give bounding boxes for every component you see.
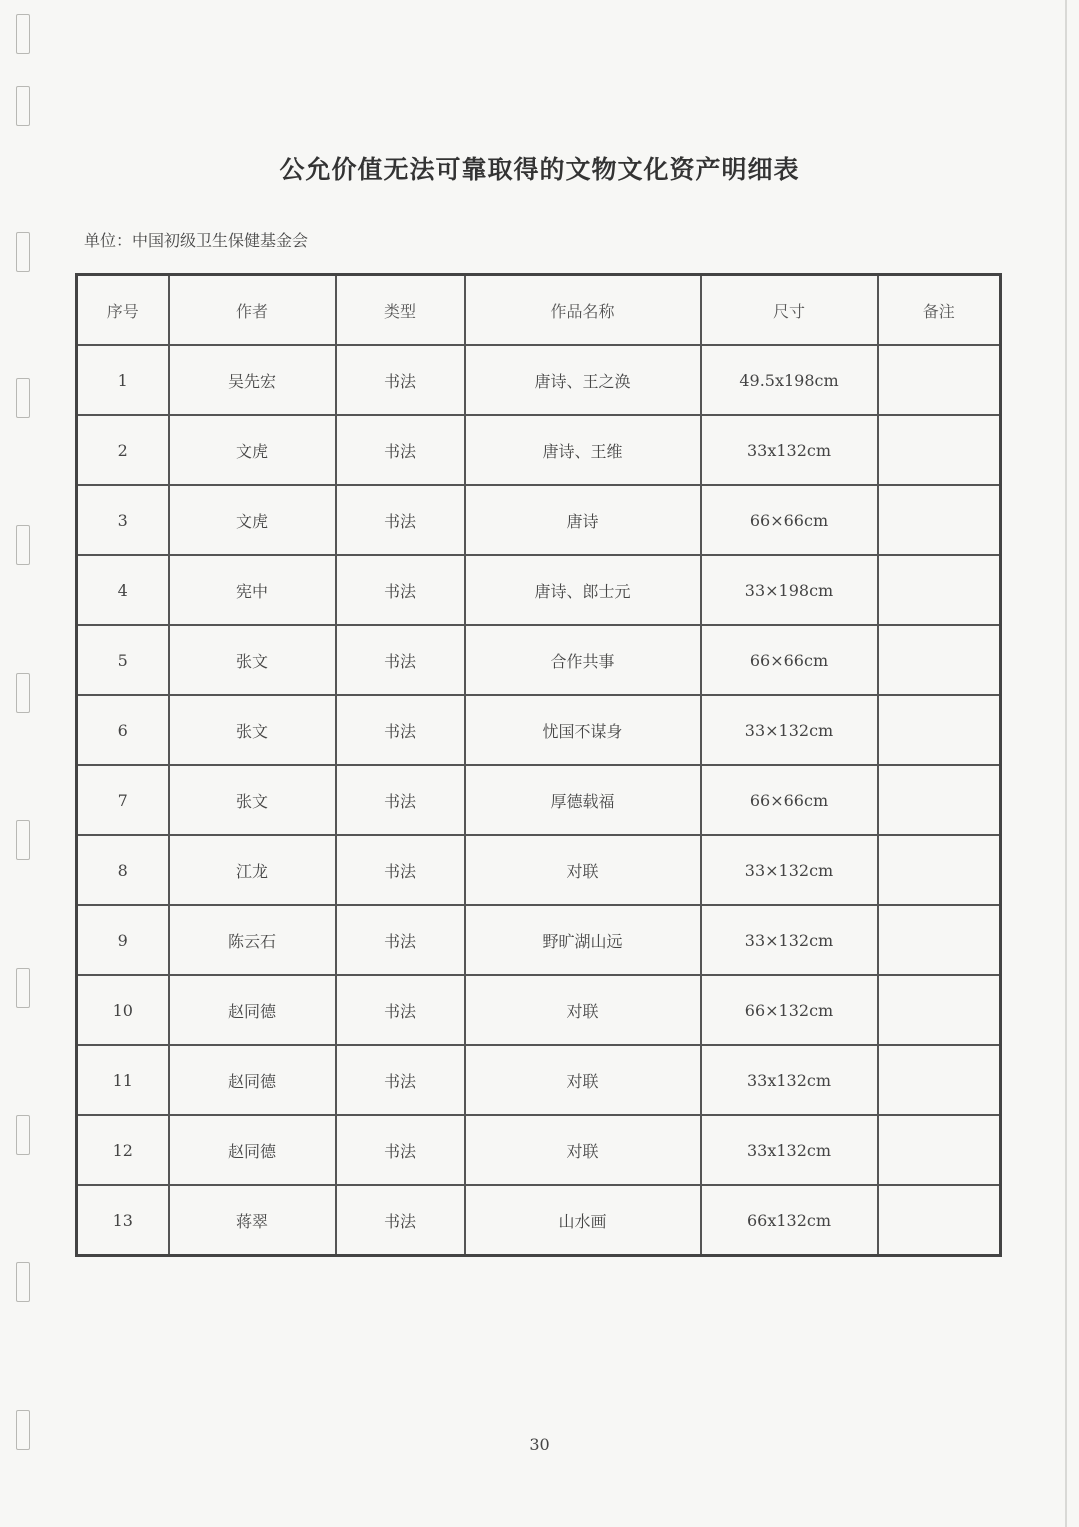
table-row <box>77 975 1001 1045</box>
punch-hole <box>16 378 30 418</box>
table-row <box>77 695 1001 765</box>
cell-note <box>878 345 1001 415</box>
unit-label: 单位：中国初级卫生保健基金会 <box>84 231 309 250</box>
cell-type: 书法 <box>336 1115 465 1185</box>
cell-work: 厚德载福 <box>465 765 701 835</box>
cell-size: 33x132cm <box>701 1045 878 1115</box>
cell-no: 3 <box>77 485 169 555</box>
punch-hole <box>16 525 30 565</box>
cell-size: 66×132cm <box>701 975 878 1045</box>
punch-hole <box>16 968 30 1008</box>
cell-size: 66×66cm <box>701 485 878 555</box>
cell-note <box>878 415 1001 485</box>
cell-author: 张文 <box>169 765 336 835</box>
cell-note <box>878 485 1001 555</box>
cell-no: 9 <box>77 905 169 975</box>
cell-type: 书法 <box>336 485 465 555</box>
cell-no: 2 <box>77 415 169 485</box>
cell-note <box>878 975 1001 1045</box>
cell-author: 蒋翠 <box>169 1185 336 1256</box>
cell-work: 唐诗、郎士元 <box>465 555 701 625</box>
cell-work: 忧国不谋身 <box>465 695 701 765</box>
cell-type: 书法 <box>336 835 465 905</box>
cell-note <box>878 835 1001 905</box>
cell-type: 书法 <box>336 765 465 835</box>
cell-type: 书法 <box>336 345 465 415</box>
cell-no: 6 <box>77 695 169 765</box>
cell-note <box>878 1045 1001 1115</box>
cell-work: 合作共事 <box>465 625 701 695</box>
cell-work: 唐诗、王维 <box>465 415 701 485</box>
cell-work: 对联 <box>465 975 701 1045</box>
cell-type: 书法 <box>336 1045 465 1115</box>
table-row <box>77 1185 1001 1256</box>
cell-note <box>878 695 1001 765</box>
punch-hole <box>16 86 30 126</box>
cell-no: 5 <box>77 625 169 695</box>
table-row <box>77 905 1001 975</box>
page-edge <box>1065 0 1067 1527</box>
punch-hole <box>16 673 30 713</box>
cell-note <box>878 625 1001 695</box>
cell-size: 33×132cm <box>701 695 878 765</box>
cell-author: 陈云石 <box>169 905 336 975</box>
cell-work: 唐诗 <box>465 485 701 555</box>
cell-work: 野旷湖山远 <box>465 905 701 975</box>
punch-hole <box>16 1262 30 1302</box>
cell-type: 书法 <box>336 975 465 1045</box>
cell-size: 33x132cm <box>701 1115 878 1185</box>
table-row <box>77 625 1001 695</box>
cell-author: 江龙 <box>169 835 336 905</box>
cell-type: 书法 <box>336 625 465 695</box>
cell-no: 4 <box>77 555 169 625</box>
cell-type: 书法 <box>336 415 465 485</box>
page-title: 公允价值无法可靠取得的文物文化资产明细表 <box>279 155 800 184</box>
cell-work: 对联 <box>465 1045 701 1115</box>
cell-no: 11 <box>77 1045 169 1115</box>
cell-no: 8 <box>77 835 169 905</box>
cell-size: 66×66cm <box>701 765 878 835</box>
column-header: 序号 <box>77 275 169 346</box>
cell-no: 1 <box>77 345 169 415</box>
cell-author: 赵同德 <box>169 1045 336 1115</box>
cell-author: 文虎 <box>169 485 336 555</box>
cell-note <box>878 555 1001 625</box>
cell-size: 33×132cm <box>701 835 878 905</box>
cell-author: 宪中 <box>169 555 336 625</box>
cell-size: 66×66cm <box>701 625 878 695</box>
column-header: 备注 <box>878 275 1001 346</box>
cell-work: 唐诗、王之涣 <box>465 345 701 415</box>
table-row <box>77 1045 1001 1115</box>
cell-work: 山水画 <box>465 1185 701 1256</box>
cell-no: 12 <box>77 1115 169 1185</box>
table-row <box>77 345 1001 415</box>
punch-hole <box>16 14 30 54</box>
cell-no: 7 <box>77 765 169 835</box>
table-row <box>77 1115 1001 1185</box>
column-header: 作者 <box>169 275 336 346</box>
punch-hole <box>16 1115 30 1155</box>
table-header-row <box>77 275 1001 346</box>
asset-table <box>75 273 1002 1257</box>
cell-work: 对联 <box>465 835 701 905</box>
cell-author: 张文 <box>169 695 336 765</box>
table-row <box>77 835 1001 905</box>
page-number: 30 <box>529 1435 550 1454</box>
cell-type: 书法 <box>336 695 465 765</box>
cell-note <box>878 1185 1001 1256</box>
column-header: 作品名称 <box>465 275 701 346</box>
column-header: 类型 <box>336 275 465 346</box>
cell-size: 33×132cm <box>701 905 878 975</box>
cell-type: 书法 <box>336 905 465 975</box>
punch-hole <box>16 232 30 272</box>
cell-author: 张文 <box>169 625 336 695</box>
cell-author: 赵同德 <box>169 975 336 1045</box>
table-row <box>77 415 1001 485</box>
cell-no: 13 <box>77 1185 169 1256</box>
table-row <box>77 555 1001 625</box>
cell-no: 10 <box>77 975 169 1045</box>
table-row <box>77 485 1001 555</box>
cell-author: 文虎 <box>169 415 336 485</box>
cell-author: 赵同德 <box>169 1115 336 1185</box>
cell-type: 书法 <box>336 1185 465 1256</box>
cell-author: 吴先宏 <box>169 345 336 415</box>
cell-size: 66x132cm <box>701 1185 878 1256</box>
cell-type: 书法 <box>336 555 465 625</box>
punch-hole <box>16 820 30 860</box>
cell-size: 33x132cm <box>701 415 878 485</box>
cell-work: 对联 <box>465 1115 701 1185</box>
table-row <box>77 765 1001 835</box>
cell-note <box>878 1115 1001 1185</box>
cell-size: 49.5x198cm <box>701 345 878 415</box>
cell-size: 33×198cm <box>701 555 878 625</box>
column-header: 尺寸 <box>701 275 878 346</box>
cell-note <box>878 905 1001 975</box>
cell-note <box>878 765 1001 835</box>
